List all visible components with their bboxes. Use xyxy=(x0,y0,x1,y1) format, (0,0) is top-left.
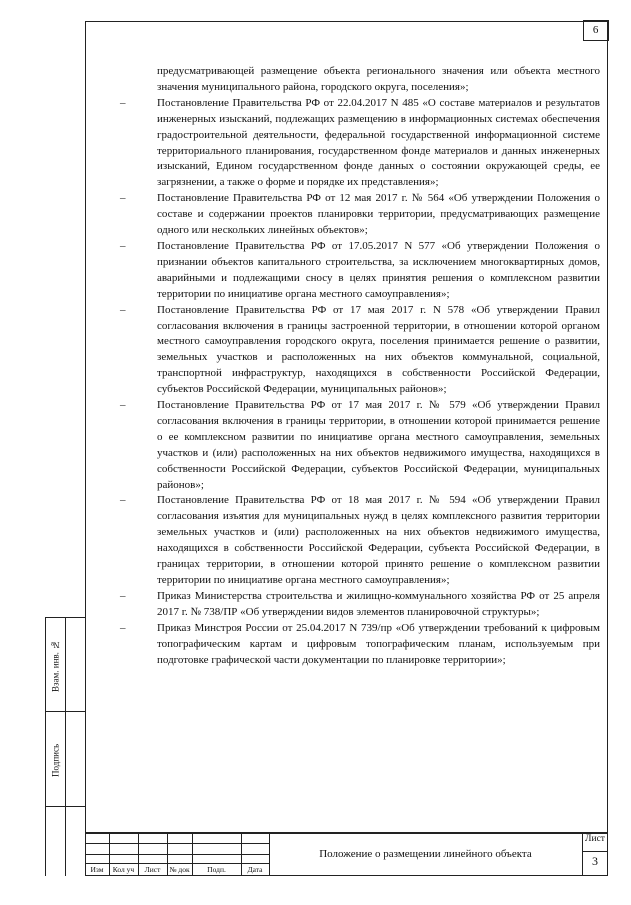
sheet-label: Лист xyxy=(585,834,605,844)
paragraph xyxy=(120,64,600,96)
col-data: Дата xyxy=(247,865,263,874)
list-dash: – xyxy=(120,621,126,634)
list-item xyxy=(120,303,600,398)
list-item-text: Постановление Правительства РФ от 12 мая 2017 г. № 564 «Об утверждении Положения о составе и содержании проектов планировки территории, предусматривающих размещение одного или нескольких линейных объектов»; xyxy=(157,192,600,237)
col-n-dok: № док xyxy=(169,865,190,874)
list-item-text: Постановление Правительства РФ от 22.04.2017 N 485 «О составе материалов и результатов инженерных изысканий, подлежащих размещению в информационных системах обеспечения градостроительной деятельности, федеральной государственной информационной системе территориального планирования, государственном фонде материалов и данных инженерных изысканий, Едином государственном фонде данных о состоянии окружающей среды, ее загрязнении, а также о форме и порядке их представления»; xyxy=(157,96,600,189)
list-item-text: Постановление Правительства РФ от 18 мая 2017 г. № 594 «Об утверждении Правил согласования изъятия для муниципальных нужд в целях комплексного развития территории земельных участков и (или) расположенных на них объектов недвижимого имущества, находящихся в собственности Российской Федерации, субъекта Российской Федерации, в границах территории, в отношении которой принято решение о комплексном развитии территории по инициативе органа местного самоуправления»; xyxy=(157,494,600,586)
list-dash: – xyxy=(120,192,126,205)
list-item xyxy=(120,96,600,191)
list-dash: – xyxy=(120,239,126,252)
list-item-text: Приказ Министерства строительства и жилищно-коммунального хозяйства РФ от 25 апреля 2017 г. № 738/ПР «Об утверждении видов элементов планировочной структуры»; xyxy=(157,589,600,618)
document-title: Положение о размещении линейного объекта xyxy=(319,848,532,860)
vzam-label: Взам. инв. № xyxy=(50,639,61,693)
list-item xyxy=(120,621,600,669)
list-item xyxy=(120,191,600,239)
list-dash: – xyxy=(120,589,126,602)
side-separator xyxy=(65,618,66,876)
col-list: Лист xyxy=(144,865,161,874)
title-block xyxy=(85,832,608,876)
list-item-text: Постановление Правительства РФ от 17 мая 2017 г. N 578 «Об утверждении Правил согласования включения в границы застроенной территории, в отношении которой органом местного самоуправления городского округа, поселения принимается решение о развитии, земельных участков и расположенных на них объектов коммунальной, социальной, транспортной инфраструктур, находящихся в собственности Российской Федерации, субъектов Российской Федерации, муниципальных районов»; xyxy=(157,303,600,396)
list-item xyxy=(120,493,600,588)
col-podp: Подп. xyxy=(207,865,226,874)
list-item-text: Постановление Правительства РФ от 17 мая 2017 г. № 579 «Об утверждении Правил согласования включения в границы территории, в отношении которой принимается решение о ее комплексном развитии по инициативе органа местного самоуправления, земельных участков и (или) расположенных на них объектов недвижимого имущества, находящихся в собственности Российской Федерации, субъектов Российской Федерации, муниципальных районов»; xyxy=(157,399,600,491)
page-number: 6 xyxy=(583,20,609,41)
list-dash: – xyxy=(120,303,126,316)
sheet-number: 3 xyxy=(592,854,598,868)
list-item-text: Постановление Правительства РФ от 17.05.2017 N 577 «Об утверждении Положения о признании объектов капитального строительства, за исключением многоквартирных домов, аварийными и подлежащими сносу в целях принятия решения о комплексном развитии территории по инициативе органа местного самоуправления»; xyxy=(157,239,600,300)
list-item xyxy=(120,398,600,493)
list-item xyxy=(120,239,600,303)
list-dash: – xyxy=(120,399,126,412)
side-stamp xyxy=(45,617,85,876)
list-item-text: Приказ Минстроя России от 25.04.2017 N 739/пр «Об утверждении требований к цифровым топографическим картам и цифровым топографическим планам, используемым при подготовке графической части документации по планировке территории»; xyxy=(157,621,600,666)
col-izm: Изм xyxy=(90,865,104,874)
list-item xyxy=(120,589,600,621)
document-body xyxy=(120,64,600,668)
col-kol-uch: Кол уч xyxy=(112,865,135,874)
paragraph-text: предусматривающей размещение объекта регионального значения или объекта местного значения муниципального района, городского округа, поселения»; xyxy=(157,65,600,93)
podpis-label: Подпись xyxy=(50,743,61,777)
list-dash: – xyxy=(120,96,126,109)
list-dash: – xyxy=(120,494,126,507)
